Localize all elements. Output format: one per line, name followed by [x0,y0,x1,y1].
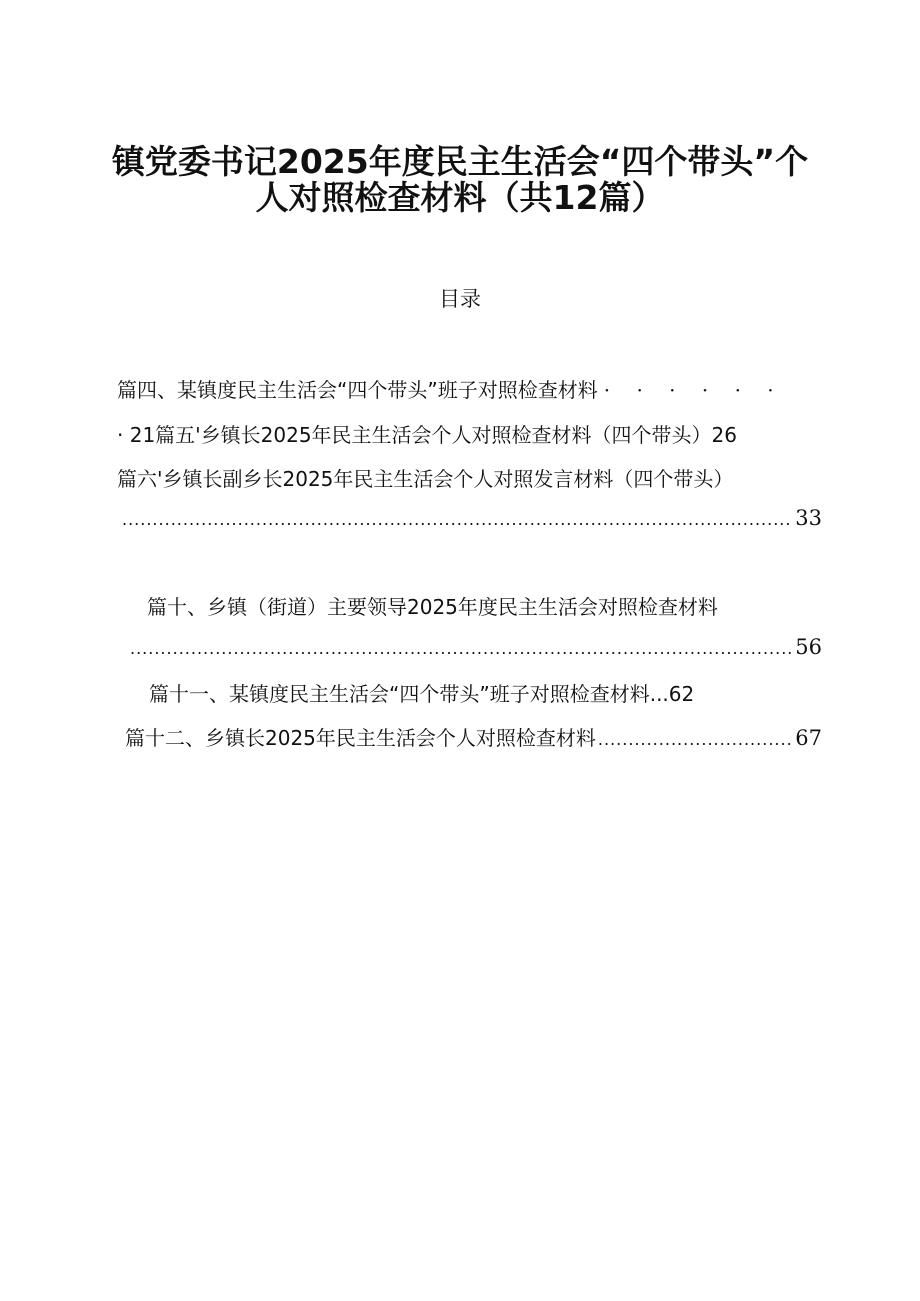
toc-entry-6-leader-dots [122,510,793,529]
document-title-line-2: 人对照检查材料（共12篇） [255,178,665,217]
toc-entry-4-leader-dots: · · · · · · [603,378,784,402]
toc-entry-10-page: 56 [795,635,822,659]
toc-entry-6[interactable] [117,463,829,497]
toc-entry-4-title: 篇四、某镇度民主生活会“四个带头”班子对照检查材料 [117,378,598,402]
toc-entry-12-leader-dots [598,730,793,749]
toc-heading: 目录 [439,287,481,311]
toc-entry-10-page-line[interactable] [128,635,822,669]
toc-entry-4[interactable] [117,374,829,408]
toc-entry-5[interactable] [117,419,829,453]
toc-entry-6-page: 33 [795,506,822,530]
toc-entry-12[interactable] [125,722,822,756]
toc-entry-12-page: 67 [795,726,822,750]
toc-entry-10-leader-dots [130,639,793,658]
toc-entry-6-page-line[interactable] [120,506,822,540]
toc-entry-6-title: 篇六'乡镇长副乡长2025年民主生活会个人对照发言材料（四个带头） [117,467,734,491]
toc-entry-12-title: 篇十二、乡镇长2025年民主生活会个人对照检查材料 [125,726,596,750]
toc-entry-10-title: 篇十、乡镇（街道）主要领导2025年度民主生活会对照检查材料 [147,595,718,619]
toc-entry-11-title: 篇十一、某镇度民主生活会“四个带头”班子对照检查材料...62 [149,682,695,706]
toc-entry-10[interactable] [147,591,807,625]
toc-entry-11[interactable] [149,678,809,712]
document-title-line-1: 镇党委书记2025年度民主生活会“四个带头”个 [111,142,809,181]
toc-entry-5-title: · 21篇五'乡镇长2025年民主生活会个人对照检查材料（四个带头）26 [117,423,738,447]
